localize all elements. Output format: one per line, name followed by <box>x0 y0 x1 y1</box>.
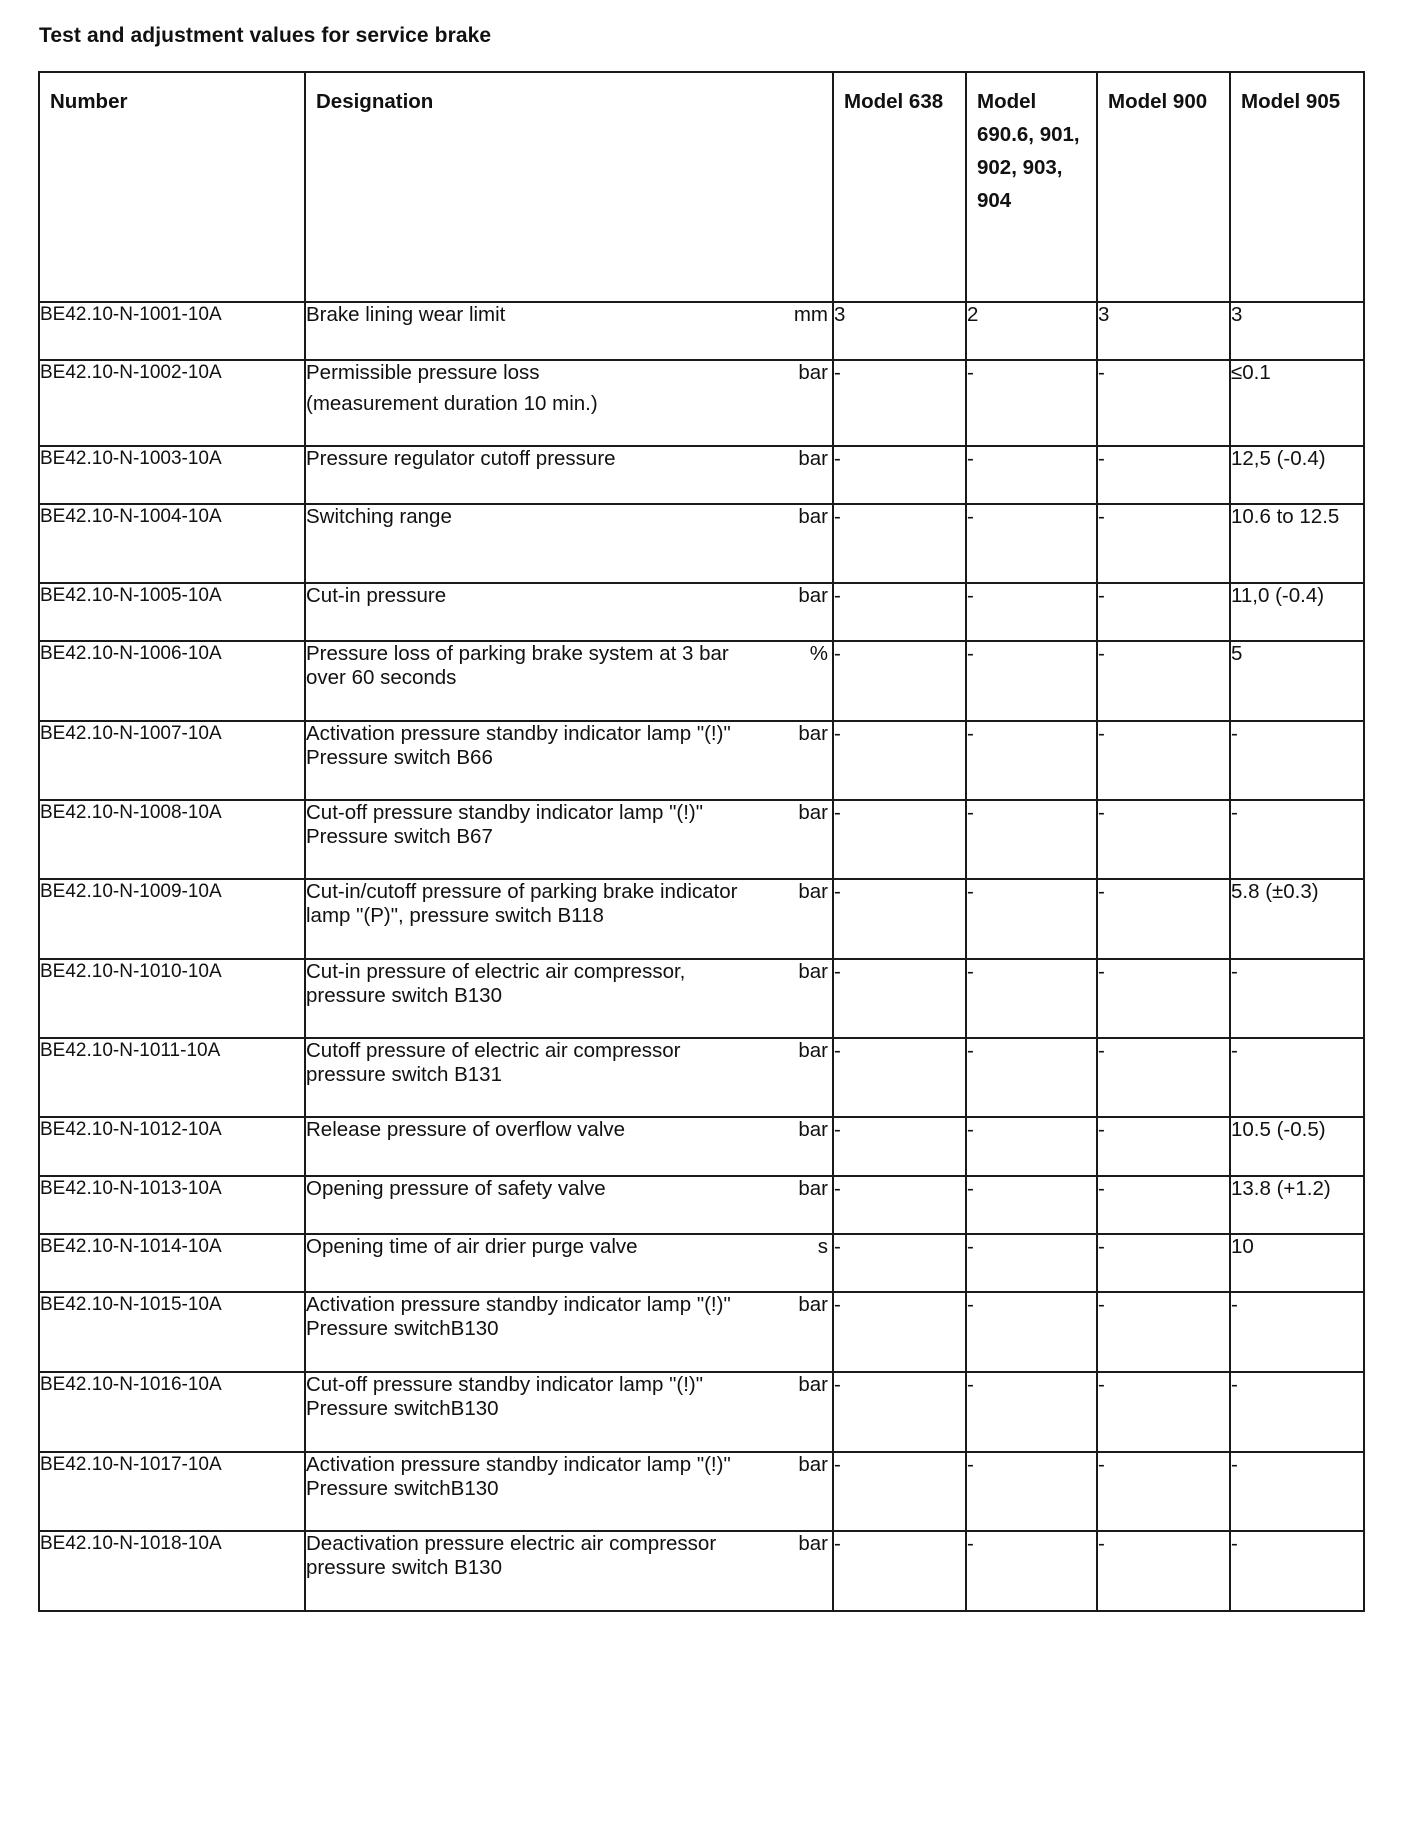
designation-text: Release pressure of overflow valve <box>306 1118 626 1141</box>
table-row <box>39 959 1364 1038</box>
designation-text: Cutoff pressure of electric air compressor pressure switch B131 <box>306 1039 681 1086</box>
cell-value-m638: - <box>833 360 966 446</box>
unit-label: bar <box>798 505 828 528</box>
cell-value-m638: - <box>833 879 966 959</box>
cell-value-m900: - <box>1097 1292 1230 1372</box>
table-row <box>39 302 1364 360</box>
cell-value-m905: 11,0 (-0.4) <box>1230 583 1364 641</box>
cell-value-m638: - <box>833 1452 966 1531</box>
table-row <box>39 583 1364 641</box>
designation-text: Cut-off pressure standby indicator lamp "(!)" Pressure switch B67 <box>306 801 704 848</box>
designation-text: Pressure loss of parking brake system at 3 bar over 60 seconds <box>306 642 729 689</box>
cell-value-m905: - <box>1230 1452 1364 1531</box>
cell-value-m638: - <box>833 1176 966 1234</box>
designation-text: Switching range <box>306 505 452 528</box>
cell-value-m900: - <box>1097 1531 1230 1611</box>
cell-value-m905: - <box>1230 721 1364 800</box>
table-row <box>39 1531 1364 1611</box>
designation-text: Deactivation pressure electric air compressor pressure switch B130 <box>306 1532 717 1579</box>
cell-value-m900: - <box>1097 721 1230 800</box>
table-row <box>39 1117 1364 1176</box>
cell-number: BE42.10-N-1018-10A <box>39 1531 305 1611</box>
cell-value-m905: 5 <box>1230 641 1364 721</box>
unit-label: bar <box>798 584 828 607</box>
cell-value-m690: - <box>966 1234 1097 1292</box>
header-designation: Designation <box>305 72 833 302</box>
cell-number: BE42.10-N-1017-10A <box>39 1452 305 1531</box>
designation-text: Cut-off pressure standby indicator lamp "(!)" Pressure switchB130 <box>306 1373 704 1420</box>
cell-value-m690: - <box>966 1117 1097 1176</box>
cell-designation <box>305 1038 833 1117</box>
cell-value-m900: - <box>1097 879 1230 959</box>
cell-number: BE42.10-N-1011-10A <box>39 1038 305 1117</box>
cell-number: BE42.10-N-1015-10A <box>39 1292 305 1372</box>
designation-text: Brake lining wear limit <box>306 303 506 326</box>
table-row <box>39 879 1364 959</box>
cell-value-m905: - <box>1230 1292 1364 1372</box>
cell-value-m900: - <box>1097 1038 1230 1117</box>
cell-number: BE42.10-N-1012-10A <box>39 1117 305 1176</box>
cell-value-m638: - <box>833 583 966 641</box>
unit-label: bar <box>798 801 828 824</box>
cell-value-m690: - <box>966 1176 1097 1234</box>
table-row <box>39 1176 1364 1234</box>
cell-value-m690: - <box>966 1038 1097 1117</box>
cell-value-m900: - <box>1097 360 1230 446</box>
cell-value-m900: - <box>1097 504 1230 583</box>
cell-designation <box>305 1117 833 1176</box>
header-model-690: Model 690.6, 901, 902, 903, 904 <box>966 72 1097 302</box>
cell-value-m690: - <box>966 1452 1097 1531</box>
cell-number: BE42.10-N-1009-10A <box>39 879 305 959</box>
cell-designation <box>305 721 833 800</box>
cell-value-m900: - <box>1097 1234 1230 1292</box>
cell-value-m900: - <box>1097 641 1230 721</box>
table-header-row <box>39 72 1364 302</box>
unit-label: mm <box>793 303 828 326</box>
cell-designation <box>305 879 833 959</box>
cell-value-m905: 10 <box>1230 1234 1364 1292</box>
cell-number: BE42.10-N-1002-10A <box>39 360 305 446</box>
cell-value-m905: - <box>1230 1531 1364 1611</box>
cell-designation <box>305 1452 833 1531</box>
cell-designation <box>305 1372 833 1452</box>
cell-value-m690: 2 <box>966 302 1097 360</box>
designation-text: Permissible pressure loss <box>306 361 540 384</box>
header-model-905: Model 905 <box>1230 72 1364 302</box>
unit-label: bar <box>798 361 828 384</box>
cell-value-m690: - <box>966 583 1097 641</box>
table-row <box>39 1038 1364 1117</box>
cell-value-m638: - <box>833 641 966 721</box>
cell-designation <box>305 583 833 641</box>
cell-value-m690: - <box>966 800 1097 879</box>
cell-value-m690: - <box>966 641 1097 721</box>
cell-value-m638: - <box>833 800 966 879</box>
cell-designation <box>305 504 833 583</box>
cell-value-m690: - <box>966 504 1097 583</box>
unit-label: bar <box>798 880 828 903</box>
cell-value-m905: 10.5 (-0.5) <box>1230 1117 1364 1176</box>
cell-designation <box>305 1234 833 1292</box>
cell-value-m638: - <box>833 1372 966 1452</box>
cell-value-m905: - <box>1230 959 1364 1038</box>
cell-value-m905: 12,5 (-0.4) <box>1230 446 1364 504</box>
cell-designation <box>305 959 833 1038</box>
designation-text: Activation pressure standby indicator lamp "(!)" Pressure switchB130 <box>306 1293 731 1340</box>
cell-designation <box>305 1176 833 1234</box>
cell-value-m638: - <box>833 504 966 583</box>
cell-number: BE42.10-N-1013-10A <box>39 1176 305 1234</box>
header-model-638: Model 638 <box>833 72 966 302</box>
cell-value-m900: - <box>1097 959 1230 1038</box>
cell-value-m900: - <box>1097 446 1230 504</box>
cell-value-m638: - <box>833 1292 966 1372</box>
header-model-900: Model 900 <box>1097 72 1230 302</box>
cell-designation <box>305 641 833 721</box>
cell-value-m900: - <box>1097 1452 1230 1531</box>
unit-label: bar <box>798 1118 828 1141</box>
designation-text: Cut-in pressure <box>306 584 447 607</box>
designation-text: Cut-in pressure of electric air compressor, pressure switch B130 <box>306 960 686 1007</box>
table-row <box>39 360 1364 446</box>
unit-label: bar <box>798 1177 828 1200</box>
cell-value-m900: 3 <box>1097 302 1230 360</box>
cell-value-m900: - <box>1097 1372 1230 1452</box>
cell-number: BE42.10-N-1008-10A <box>39 800 305 879</box>
designation-text: Opening time of air drier purge valve <box>306 1235 638 1258</box>
cell-value-m638: - <box>833 959 966 1038</box>
cell-designation <box>305 302 833 360</box>
cell-value-m690: - <box>966 959 1097 1038</box>
unit-label: bar <box>798 1532 828 1555</box>
cell-value-m638: - <box>833 1234 966 1292</box>
cell-designation <box>305 800 833 879</box>
cell-value-m905: 3 <box>1230 302 1364 360</box>
cell-value-m900: - <box>1097 1176 1230 1234</box>
cell-number: BE42.10-N-1010-10A <box>39 959 305 1038</box>
unit-label: bar <box>798 960 828 983</box>
cell-value-m905: - <box>1230 1038 1364 1117</box>
table-row <box>39 721 1364 800</box>
designation-text: Pressure regulator cutoff pressure <box>306 447 616 470</box>
cell-value-m690: - <box>966 446 1097 504</box>
unit-label: % <box>809 642 828 665</box>
header-number: Number <box>39 72 305 302</box>
table-row <box>39 800 1364 879</box>
cell-value-m690: - <box>966 721 1097 800</box>
table-row <box>39 1372 1364 1452</box>
cell-value-m638: - <box>833 1531 966 1611</box>
cell-value-m905: 10.6 to 12.5 <box>1230 504 1364 583</box>
unit-label: bar <box>798 1293 828 1316</box>
table-row <box>39 1292 1364 1372</box>
cell-value-m638: - <box>833 721 966 800</box>
cell-value-m690: - <box>966 879 1097 959</box>
designation-text: Opening pressure of safety valve <box>306 1177 606 1200</box>
table-row <box>39 641 1364 721</box>
unit-label: bar <box>798 1453 828 1476</box>
cell-value-m690: - <box>966 1292 1097 1372</box>
cell-number: BE42.10-N-1006-10A <box>39 641 305 721</box>
cell-designation <box>305 446 833 504</box>
unit-label: bar <box>798 1373 828 1396</box>
cell-number: BE42.10-N-1014-10A <box>39 1234 305 1292</box>
cell-number: BE42.10-N-1005-10A <box>39 583 305 641</box>
cell-value-m905: - <box>1230 800 1364 879</box>
cell-value-m690: - <box>966 360 1097 446</box>
unit-label: s <box>817 1235 828 1258</box>
cell-value-m905: 5.8 (±0.3) <box>1230 879 1364 959</box>
unit-label: bar <box>798 1039 828 1062</box>
cell-value-m638: - <box>833 1117 966 1176</box>
table-row <box>39 1234 1364 1292</box>
cell-value-m690: - <box>966 1531 1097 1611</box>
designation-text-line-2: (measurement duration 10 min.) <box>306 392 598 415</box>
cell-designation <box>305 1292 833 1372</box>
table-row <box>39 446 1364 504</box>
designation-text: Cut-in/cutoff pressure of parking brake indicator lamp "(P)", pressure switch B118 <box>306 880 738 927</box>
cell-value-m638: 3 <box>833 302 966 360</box>
cell-designation <box>305 1531 833 1611</box>
cell-number: BE42.10-N-1016-10A <box>39 1372 305 1452</box>
unit-label: bar <box>798 447 828 470</box>
unit-label: bar <box>798 722 828 745</box>
cell-value-m905: - <box>1230 1372 1364 1452</box>
document-title: Test and adjustment values for service brake <box>39 24 492 47</box>
table-row <box>39 1452 1364 1531</box>
designation-text: Activation pressure standby indicator lamp "(!)" Pressure switch B66 <box>306 722 731 769</box>
cell-value-m638: - <box>833 446 966 504</box>
cell-value-m905: ≤0.1 <box>1230 360 1364 446</box>
cell-value-m900: - <box>1097 1117 1230 1176</box>
cell-number: BE42.10-N-1007-10A <box>39 721 305 800</box>
cell-number: BE42.10-N-1003-10A <box>39 446 305 504</box>
cell-value-m900: - <box>1097 583 1230 641</box>
table-row <box>39 504 1364 583</box>
cell-value-m638: - <box>833 1038 966 1117</box>
cell-number: BE42.10-N-1001-10A <box>39 302 305 360</box>
cell-value-m690: - <box>966 1372 1097 1452</box>
cell-number: BE42.10-N-1004-10A <box>39 504 305 583</box>
test-values-table <box>38 71 1365 1612</box>
cell-value-m900: - <box>1097 800 1230 879</box>
cell-value-m905: 13.8 (+1.2) <box>1230 1176 1364 1234</box>
designation-text: Activation pressure standby indicator lamp "(!)" Pressure switchB130 <box>306 1453 731 1500</box>
cell-designation <box>305 360 833 446</box>
